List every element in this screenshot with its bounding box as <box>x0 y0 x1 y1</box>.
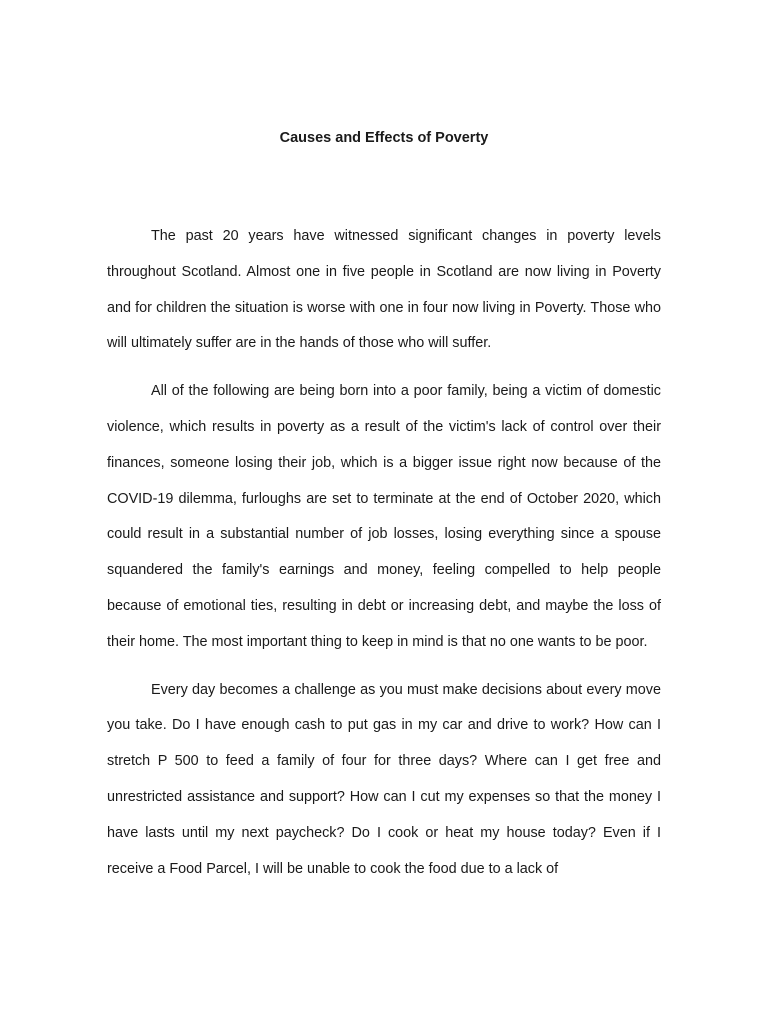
paragraph-1: The past 20 years have witnessed significant changes in poverty levels throughout Scotland. Almost one in five people in Scotland are now living in Poverty and for children the situation is worse with one in four now living in Poverty. Those who will ultimately suffer are in the hands of those who will suffer. <box>107 228 661 352</box>
document-title: Causes and Effects of Poverty <box>279 130 489 146</box>
paragraph-3: Every day becomes a challenge as you must make decisions about every move you take. Do I have enough cash to put gas in my car and drive to work? How can I stretch P 500 to feed a family of four for three days? Where can I get free and unrestricted assistance and support? How can I cut my expenses so that the money I have lasts until my next paycheck? Do I cook or heat my house today? Even if I receive a Food Parcel, I will be unable to cook the food due to a lack of <box>107 681 661 877</box>
document-body <box>107 219 661 899</box>
paragraph-2: All of the following are being born into a poor family, being a victim of domestic violence, which results in poverty as a result of the victim's lack of control over their finances, someone losing their job, which is a bigger issue right now because of the COVID-19 dilemma, furloughs are set to terminate at the end of October 2020, which could result in a substantial number of job losses, losing everything since a spouse squandered the family's earnings and money, feeling compelled to help people because of emotional ties, resulting in debt or increasing debt, and maybe the loss of their home. The most important thing to keep in mind is that no one wants to be poor. <box>107 383 661 650</box>
